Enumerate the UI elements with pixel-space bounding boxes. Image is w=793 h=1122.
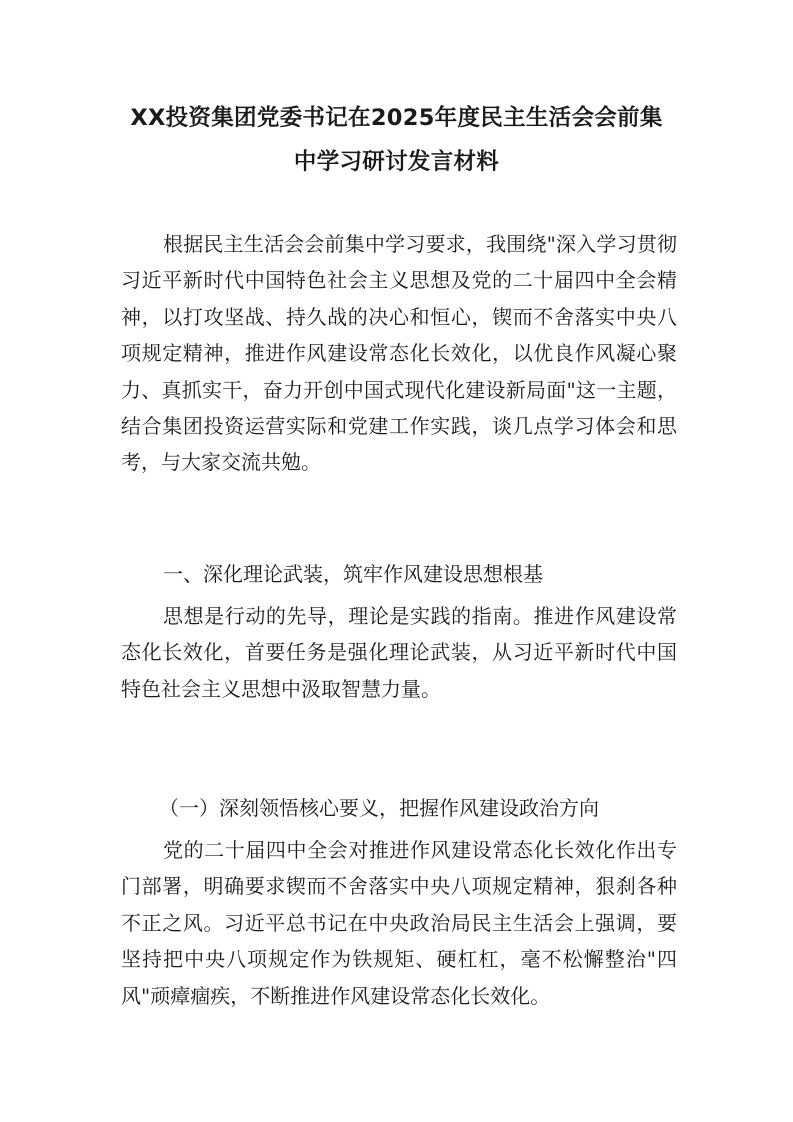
intro-paragraph-block xyxy=(121,226,677,481)
subsection-1-heading: （一）深刻领悟核心要义，把握作风建设政治方向 xyxy=(159,796,599,820)
title-line-2: 中学习研讨发言材料 xyxy=(293,149,500,175)
section-1-paragraph-block xyxy=(121,598,677,707)
document-title xyxy=(110,96,683,184)
section-1-paragraph: 思想是行动的先导，理论是实践的指南。推进作风建设常态化长效化，首要任务是强化理论武装，从习近平新时代中国特色社会主义思想中汲取智慧力量。 xyxy=(121,604,677,701)
subsection-1-paragraph: 党的二十届四中全会对推进作风建设常态化长效化作出专门部署，明确要求锲而不舍落实中央八项规定精神，狠刹各种不正之风。习近平总书记在中央政治局民主生活会上强调，要坚持把中央八项规定作为铁规矩、硬杠杠，毫不松懈整治"四风"顽瘴痼疾，不断推进作风建设常态化长效化。 xyxy=(121,838,677,1008)
subsection-1-paragraph-block xyxy=(121,832,677,1014)
section-1-heading: 一、深化理论武装，筑牢作风建设思想根基 xyxy=(163,562,543,586)
title-line-1: XX投资集团党委书记在2025年度民主生活会会前集 xyxy=(130,105,663,131)
intro-paragraph: 根据民主生活会会前集中学习要求，我围绕"深入学习贯彻习近平新时代中国特色社会主义思想及党的二十届四中全会精神，以打攻坚战、持久战的决心和恒心，锲而不舍落实中央八项规定精神，推进作风建设常态化长效化，以优良作风凝心聚力、真抓实干，奋力开创中国式现代化建设新局面"这一主题，结合集团投资运营实际和党建工作实践，谈几点学习体会和思考，与大家交流共勉。 xyxy=(121,232,677,475)
